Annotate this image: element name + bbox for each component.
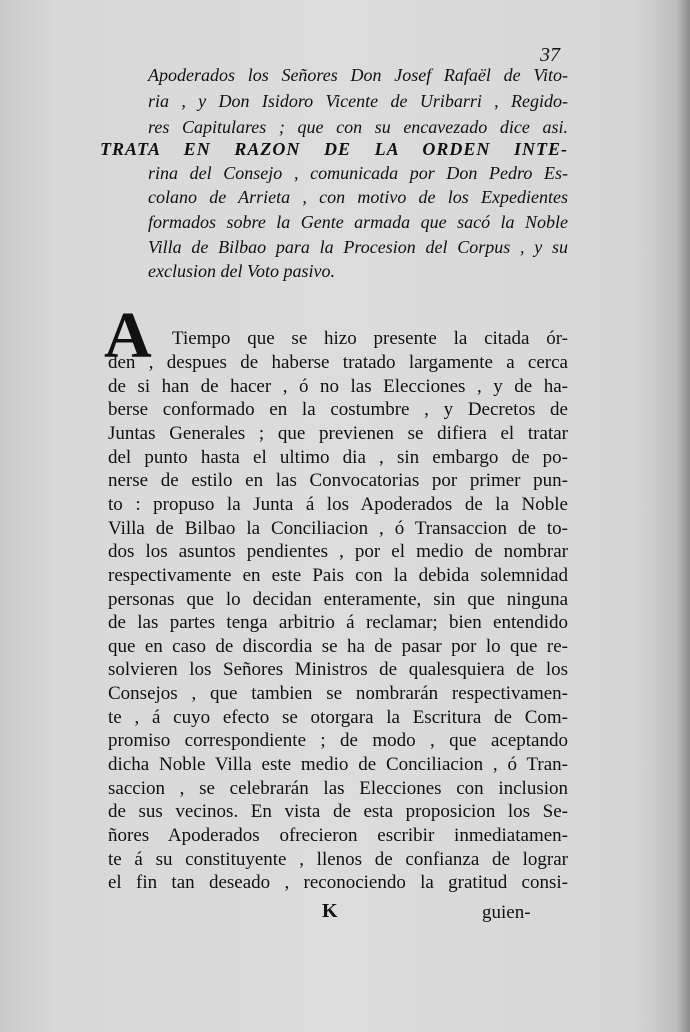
body-line: to : propuso la Junta á los Apoderados de la Noble — [108, 493, 568, 515]
body-line: promiso correspondiente ; de modo , que aceptando — [108, 730, 568, 752]
body-line: Villa de Bilbao la Conciliacion , ó Transaccion de to- — [108, 517, 568, 539]
section-heading: TRATA EN RAZON DE LA ORDEN INTE- — [100, 139, 568, 159]
body-line: te á su constituyente , llenos de confianza de lograr — [108, 848, 568, 870]
heading-line: rina del Consejo , comunicada por Don Pedro Es- — [148, 163, 568, 183]
heading-line: colano de Arrieta , con motivo de los Expedientes — [148, 187, 568, 207]
intro-line: ria , y Don Isidoro Vicente de Uribarri , Regido- — [148, 91, 568, 111]
body-line: de sus vecinos. En vista de esta proposicion los Se- — [108, 801, 568, 823]
body-line: dos los asuntos pendientes , por el medio de nombrar — [108, 541, 568, 563]
body-line: respectivamente en este Pais con la debida solemnidad — [108, 564, 568, 586]
page-number: 37 — [540, 44, 560, 66]
catchword: guien- — [482, 902, 531, 923]
body-line: del punto hasta el ultimo dia , sin embargo de po- — [108, 446, 568, 468]
signature-mark: K — [322, 900, 338, 922]
body-line: nerse de estilo en las Convocatorias por primer pun- — [108, 470, 568, 492]
body-line: que en caso de discordia se ha de pasar por lo que re- — [108, 635, 568, 657]
body-line: el fin tan deseado , reconociendo la gratitud consi- — [108, 872, 568, 894]
body-line-first: Tiempo que se hizo presente la citada ór- — [172, 328, 568, 349]
body-line: de si han de hacer , ó no las Elecciones , y de ha- — [108, 375, 568, 397]
body-line: de las partes tenga arbitrio á reclamar; bien entendido — [108, 612, 568, 634]
heading-line: exclusion del Voto pasivo. — [148, 261, 335, 281]
body-line: te , á cuyo efecto se otorgara la Escritura de Com- — [108, 706, 568, 728]
heading-line: Villa de Bilbao para la Procesion del Corpus , y su — [148, 237, 568, 257]
body-line: berse conformado en la costumbre , y Decretos de — [108, 399, 568, 421]
body-line: Juntas Generales ; que previenen se difiera el tratar — [108, 422, 568, 444]
body-line: den , despues de haberse tratado largamente a cerca — [108, 352, 568, 373]
intro-line: Apoderados los Señores Don Josef Rafaël de Vito- — [148, 65, 568, 85]
drop-cap: A — [104, 299, 152, 372]
heading-line: formados sobre la Gente armada que sacó la Noble — [148, 212, 568, 232]
body-line: dicha Noble Villa este medio de Conciliacion , ó Tran- — [108, 754, 568, 776]
intro-line: res Capitulares ; que con su encavezado dice asi. — [148, 117, 568, 137]
body-line: personas que lo decidan enteramente, sin que ninguna — [108, 588, 568, 610]
body-line: Consejos , que tambien se nombrarán respectivamen- — [108, 683, 568, 705]
body-line: ñores Apoderados ofrecieron escribir inmediatamen- — [108, 825, 568, 846]
body-line: saccion , se celebrarán las Elecciones con inclusion — [108, 777, 568, 799]
body-line: solvieren los Señores Ministros de qualesquiera de los — [108, 659, 568, 681]
